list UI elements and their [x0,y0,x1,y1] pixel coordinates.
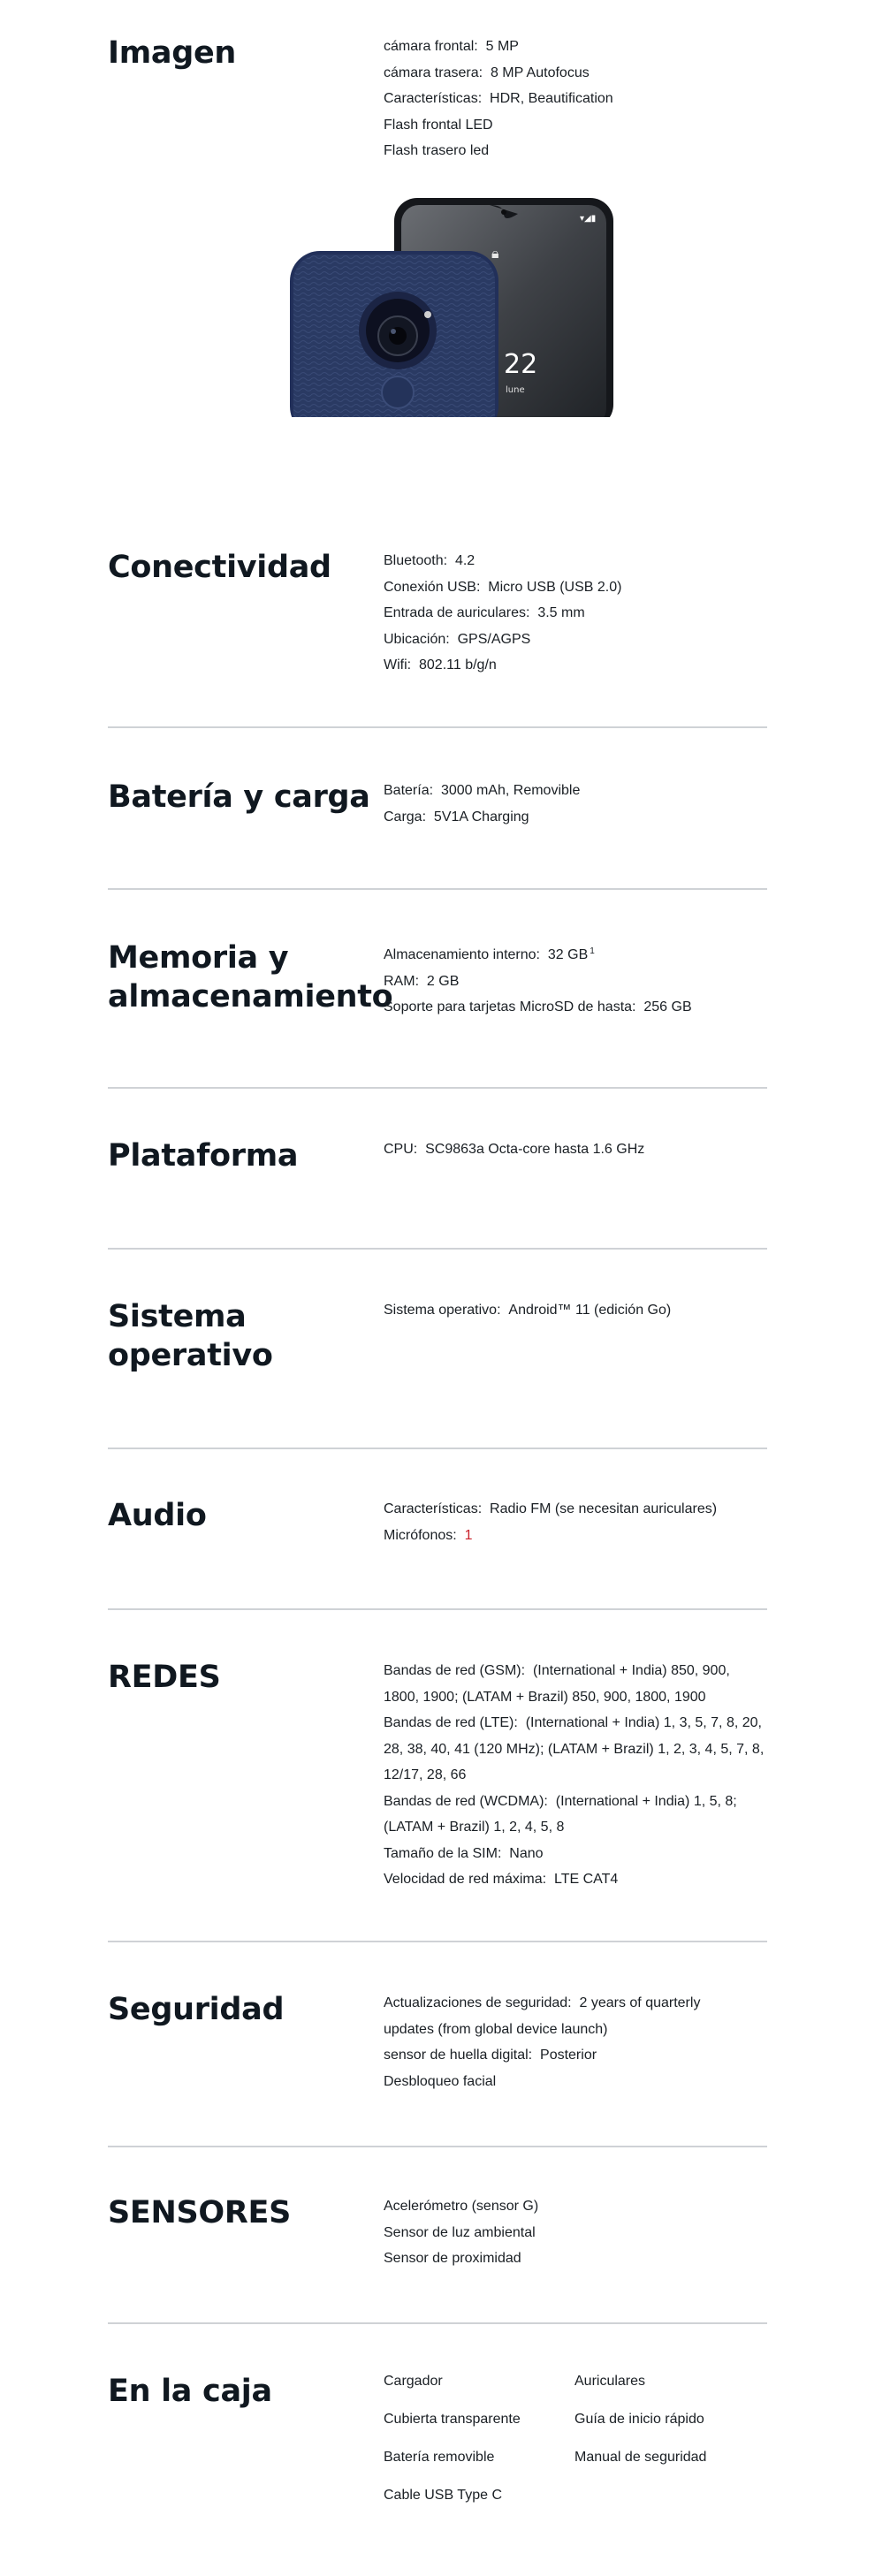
spec-list [384,1658,772,1893]
spec-value: Micro USB (USB 2.0) [488,579,622,595]
section-divider [108,1248,767,1250]
spec-value: 8 MP Autofocus [490,65,590,80]
spec-text: 1800, 1900; (LATAM + Brazil) 850, 900, 1800, 1900 [384,1689,706,1705]
spec-row [384,2069,772,2095]
fingerprint-sensor [382,376,414,408]
spec-value: (International + India) 850, 900, [532,1663,730,1678]
spec-value: 1 [464,1527,473,1543]
phone-day: lune [506,385,525,395]
box-item: Cubierta transparente [384,2412,521,2427]
section-divider [108,1941,767,1942]
spec-row [384,1136,772,1163]
section-title [108,1297,373,1375]
spec-key: Tamaño de la SIM : [384,1846,509,1861]
spec-text: Flash frontal LED [384,117,493,133]
spec-row-continued [384,1736,772,1763]
spec-value: Android™ 11 (edición Go) [508,1303,672,1318]
flash [424,311,431,318]
spec-value: 256 GB [643,999,692,1014]
section-divider [108,2146,767,2147]
spec-row-continued [384,1684,772,1711]
spec-text: Acelerómetro (sensor G) [384,2199,539,2214]
spec-text: updates (from global device launch) [384,2021,608,2037]
spec-key: Bandas de red (GSM) : [384,1663,533,1678]
spec-list [384,778,772,830]
spec-key: Entrada de auriculares : [384,605,537,620]
spec-row [384,1710,772,1736]
section-title: SENSORES [108,2195,292,2230]
spec-key: Sistema operativo : [384,1303,508,1318]
spec-row [384,2245,772,2272]
spec-row [384,1990,772,2017]
spec-list [384,938,772,1021]
section-title: Conectividad [108,550,331,585]
spec-row [384,652,772,679]
spec-text: Flash trasero led [384,143,490,158]
spec-value: 32 GB [547,947,589,962]
section-title [108,938,393,1016]
spec-value: (International + India) 1, 5, 8; [555,1793,737,1809]
box-item: Batería removible [384,2450,495,2465]
section-divider [108,1087,767,1089]
spec-list [384,34,772,164]
spec-key: cámara frontal : [384,39,486,54]
spec-key: Bandas de red (WCDMA) : [384,1794,556,1809]
spec-key: Bandas de red (LTE) : [384,1715,526,1730]
spec-value: 3000 mAh, Removible [440,783,581,798]
spec-key: Wifi : [384,657,419,672]
spec-key: Ubicación : [384,632,458,647]
spec-key: CPU : [384,1142,425,1157]
spec-row [384,1496,772,1523]
spec-row [384,2042,772,2069]
spec-list [384,1136,772,1163]
box-item: Cable USB Type C [384,2488,502,2503]
box-item: Cargador [384,2374,443,2389]
spec-list [384,1496,772,1548]
spec-value: 2 GB [426,973,460,989]
spec-row [384,1297,772,1324]
section-title: Plataforma [108,1138,299,1174]
box-item: Manual de seguridad [574,2450,707,2465]
spec-key: Batería : [384,783,441,798]
section-divider [108,1608,767,1610]
box-item: Auriculares [574,2374,646,2389]
spec-key: Actualizaciones de seguridad : [384,1995,579,2010]
spec-key: RAM : [384,974,427,989]
spec-text: 28, 38, 40, 41 (120 MHz); (LATAM + Brazil) 1, 2, 3, 4, 5, 7, 8, [384,1741,765,1757]
section-divider [108,1448,767,1449]
spec-key: Micrófonos : [384,1528,465,1543]
spec-value: Nano [509,1845,544,1861]
spec-row [384,138,772,164]
spec-text: (LATAM + Brazil) 1, 2, 4, 5, 8 [384,1820,565,1835]
spec-row-continued [384,2017,772,2043]
spec-value: (International + India) 1, 3, 5, 7, 8, 20, [525,1715,762,1730]
spec-row [384,2193,772,2220]
spec-key: Carga : [384,809,434,824]
phone-product-image [290,196,626,417]
spec-row [384,1658,772,1684]
spec-row [384,969,772,995]
section-title: En la caja [108,2374,272,2409]
spec-value: 4.2 [454,553,476,568]
spec-row-continued [384,1814,772,1841]
svg-text:🔒︎: 🔒︎ [491,245,499,262]
spec-key: Almacenamiento interno : [384,947,548,962]
spec-value: 5 MP [485,39,519,54]
spec-value: GPS/AGPS [457,631,531,647]
section-title-line: Memoria y [108,940,289,976]
spec-list [384,548,772,679]
spec-list [384,1297,772,1324]
spec-value: Posterior [540,2048,597,2063]
svg-text:▾◢▮: ▾◢▮ [580,214,597,224]
spec-row [384,1789,772,1815]
spec-value: 2 years of quarterly [579,1995,701,2010]
spec-row [384,1866,772,1893]
section-title: Seguridad [108,1992,285,2027]
spec-row [384,34,772,60]
section-title-line: operativo [108,1338,273,1373]
section-divider [108,2322,767,2324]
spec-row [384,778,772,804]
spec-row [384,60,772,87]
spec-row [384,627,772,653]
spec-key: Conexión USB : [384,580,488,595]
spec-row [384,600,772,627]
spec-row [384,548,772,574]
section-divider [108,888,767,890]
spec-row-continued [384,1762,772,1789]
spec-value: SC9863a Octa-core hasta 1.6 GHz [425,1142,645,1157]
section-title: Batería y carga [108,779,370,815]
spec-key: Soporte para tarjetas MicroSD de hasta : [384,999,643,1014]
section-title: REDES [108,1660,221,1695]
spec-row [384,994,772,1021]
section-title: Audio [108,1498,207,1533]
spec-key: Características : [384,1501,490,1516]
section-title-line: almacenamiento [108,979,393,1014]
spec-row [384,804,772,831]
spec-key: sensor de huella digital : [384,2048,540,2063]
spec-text: Desbloqueo facial [384,2073,497,2089]
spec-key: Bluetooth : [384,553,455,568]
spec-key: Características : [384,91,490,106]
section-title-line: Sistema [108,1299,247,1334]
spec-key: cámara trasera : [384,65,491,80]
phone-illustration [290,196,626,417]
spec-list [384,1990,772,2094]
spec-value: Radio FM (se necesitan auriculares) [490,1501,718,1516]
section-title: Imagen [108,35,237,71]
spec-row [384,1523,772,1549]
spec-row [384,1841,772,1867]
spec-value: 802.11 b/g/n [419,657,497,672]
spec-value: LTE CAT4 [554,1872,619,1887]
spec-value: HDR, Beautification [490,91,613,106]
spec-value: 3.5 mm [537,605,585,620]
spec-row [384,86,772,112]
section-divider [108,726,767,728]
spec-text: 12/17, 28, 66 [384,1767,467,1782]
spec-text: Sensor de proximidad [384,2251,521,2266]
footnote-marker[interactable]: 1 [590,946,595,956]
spec-row [384,112,772,139]
spec-value: 5V1A Charging [433,809,529,824]
spec-key: Velocidad de red máxima : [384,1872,554,1887]
spec-row [384,938,772,969]
spec-row [384,2220,772,2246]
spec-text: Sensor de luz ambiental [384,2224,536,2240]
phone-clock: 22 [504,349,538,380]
spec-row [384,574,772,601]
box-item: Guía de inicio rápido [574,2412,704,2427]
spec-list [384,2193,772,2272]
